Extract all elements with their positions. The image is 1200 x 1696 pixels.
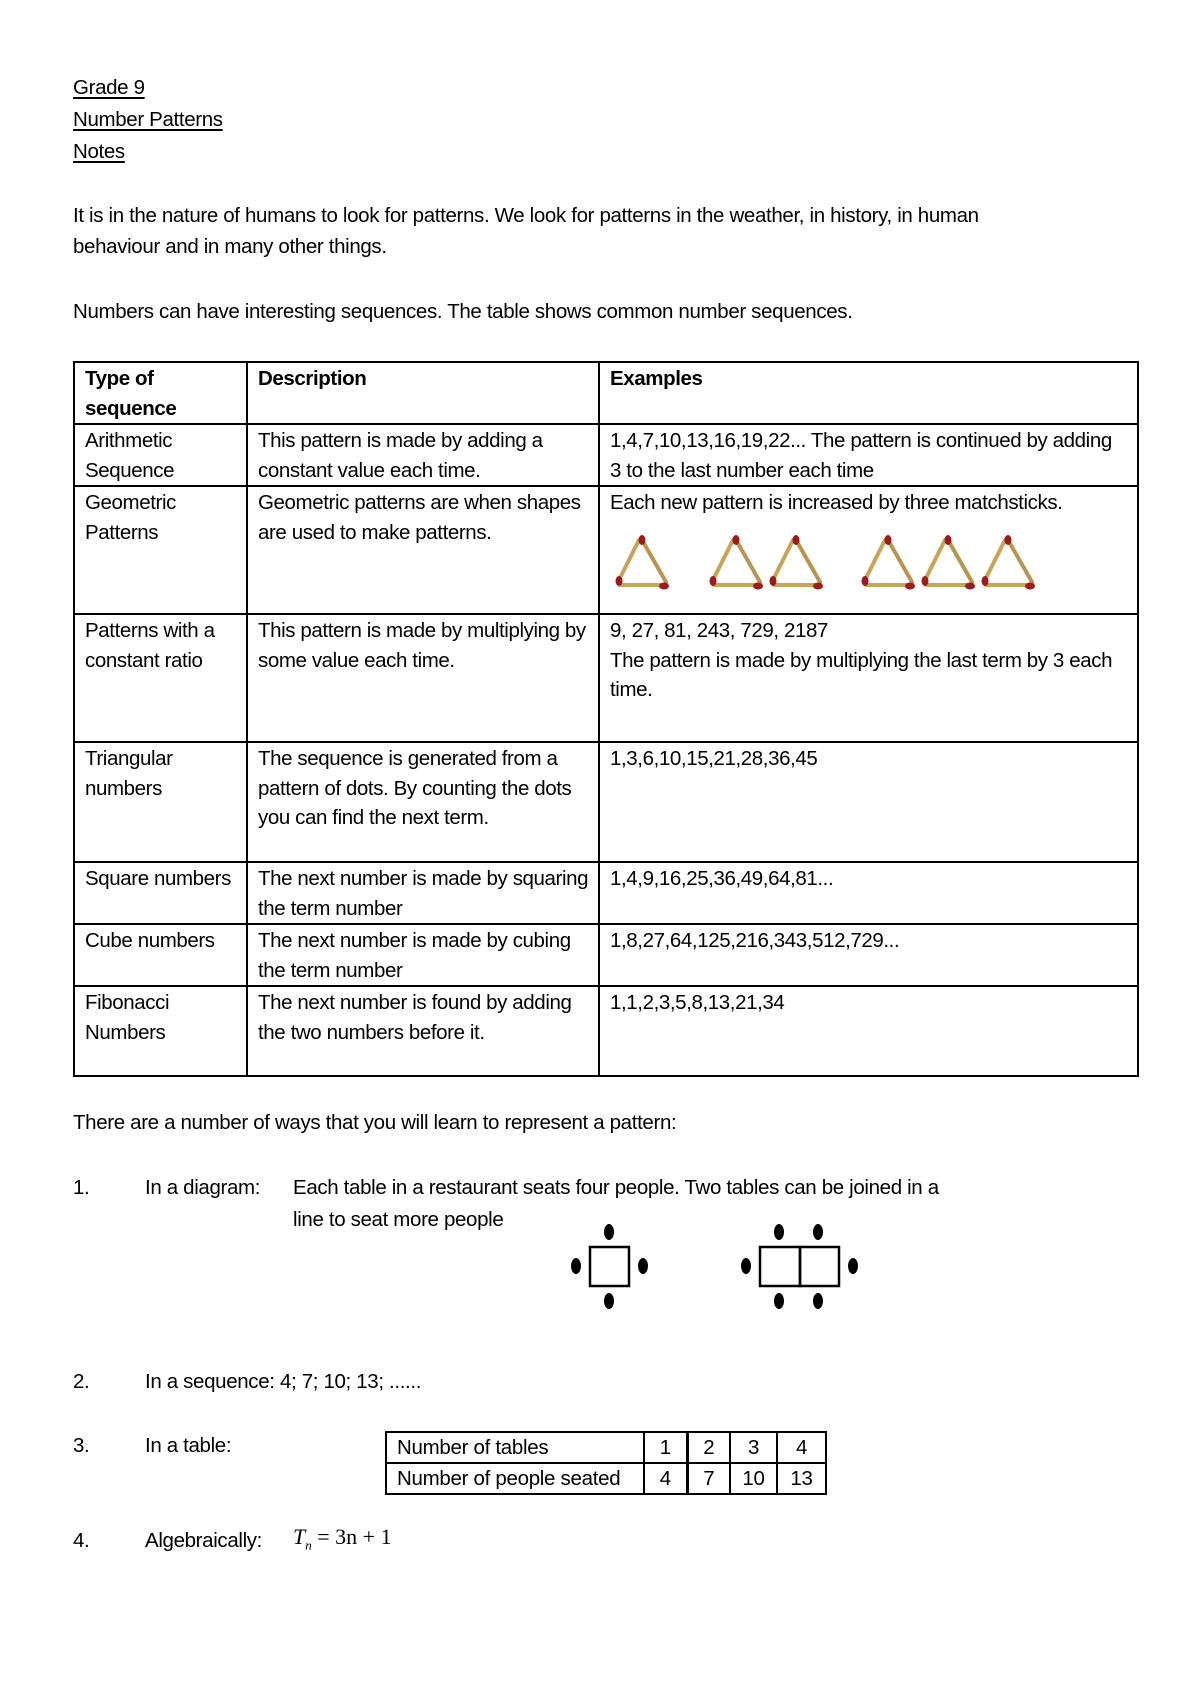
intro-paragraph-2: Numbers can have interesting sequences. The table shows common number sequences. — [73, 300, 853, 323]
value-cell: 1 — [644, 1432, 687, 1463]
item-label: In a diagram: — [145, 1176, 261, 1199]
item-number: 3. — [73, 1434, 90, 1457]
description-cell: This pattern is made by multiplying by some value each time. — [247, 614, 599, 742]
sequence-label: In a sequence: — [145, 1370, 275, 1393]
formula-lhs: T — [293, 1524, 306, 1549]
row-label: Number of tables — [386, 1432, 644, 1463]
formula — [293, 1524, 392, 1553]
value-cell: 13 — [777, 1463, 826, 1494]
type-cell: Cube numbers — [74, 924, 247, 986]
diagram-text-line2: line to seat more people — [293, 1208, 504, 1231]
table-row — [386, 1432, 826, 1463]
item-number: 4. — [73, 1529, 90, 1552]
value-cell: 10 — [730, 1463, 777, 1494]
table-row — [74, 424, 1138, 486]
type-cell: Triangular numbers — [74, 742, 247, 862]
table-row — [74, 924, 1138, 986]
description-cell: The sequence is generated from a pattern of dots. By counting the dots you can find the next term. — [247, 742, 599, 862]
type-cell: Geometric Patterns — [74, 486, 247, 614]
table-header-row — [74, 362, 1138, 424]
table-row — [74, 986, 1138, 1076]
description-cell: The next number is made by cubing the term number — [247, 924, 599, 986]
example-cell: 1,4,7,10,13,16,19,22... The pattern is continued by adding 3 to the last number each time — [599, 424, 1138, 486]
item-number: 2. — [73, 1370, 90, 1393]
item-label — [145, 1367, 421, 1397]
example-text: Each new pattern is increased by three matchsticks. — [610, 491, 1063, 514]
item-number: 1. — [73, 1176, 90, 1199]
table-row — [74, 614, 1138, 742]
description-cell: The next number is made by squaring the term number — [247, 862, 599, 924]
example-cell: 1,8,27,64,125,216,343,512,729... — [599, 924, 1138, 986]
matchstick-triangles-icon — [610, 530, 1050, 592]
value-cell: 4 — [644, 1463, 687, 1494]
grade-heading: Grade 9 — [73, 76, 145, 99]
intro-paragraph-line2: behaviour and in many other things. — [73, 235, 387, 258]
table-row — [386, 1463, 826, 1494]
row-label: Number of people seated — [386, 1463, 644, 1494]
representations-intro: There are a number of ways that you will learn to represent a pattern: — [73, 1111, 677, 1134]
formula-rhs: = 3n + 1 — [317, 1524, 392, 1549]
example-line2: The pattern is made by multiplying the last term by 3 each time. — [610, 648, 1113, 701]
diagram-text-line1: Each table in a restaurant seats four people. Two tables can be joined in a — [293, 1176, 939, 1199]
description-cell: This pattern is made by adding a constant value each time. — [247, 424, 599, 486]
formula-subscript: n — [305, 1537, 312, 1553]
type-cell: Fibonacci Numbers — [74, 986, 247, 1076]
value-cell: 7 — [687, 1463, 730, 1494]
example-cell: 1,3,6,10,15,21,28,36,45 — [599, 742, 1138, 862]
notes-heading: Notes — [73, 140, 125, 163]
example-cell: 1,4,9,16,25,36,49,64,81... — [599, 862, 1138, 924]
tables-people-table — [385, 1431, 827, 1495]
example-cell: 1,1,2,3,5,8,13,21,34 — [599, 986, 1138, 1076]
header-examples: Examples — [599, 362, 1138, 424]
value-cell: 2 — [687, 1432, 730, 1463]
table-row — [74, 862, 1138, 924]
value-cell: 3 — [730, 1432, 777, 1463]
sequence-value: 4; 7; 10; 13; ...... — [279, 1370, 422, 1393]
table-row — [74, 486, 1138, 614]
restaurant-tables-icon — [560, 1220, 870, 1320]
example-cell — [599, 486, 1138, 614]
description-cell: Geometric patterns are when shapes are used to make patterns. — [247, 486, 599, 614]
sequence-types-table — [73, 361, 1139, 1077]
type-cell: Patterns with a constant ratio — [74, 614, 247, 742]
type-cell: Square numbers — [74, 862, 247, 924]
value-cell: 4 — [777, 1432, 826, 1463]
example-cell — [599, 614, 1138, 742]
type-cell: Arithmetic Sequence — [74, 424, 247, 486]
topic-heading: Number Patterns — [73, 108, 223, 131]
header-type: Type of sequence — [74, 362, 247, 424]
example-line1: 9, 27, 81, 243, 729, 2187 — [610, 619, 828, 642]
header-description: Description — [247, 362, 599, 424]
intro-paragraph-line1: It is in the nature of humans to look for patterns. We look for patterns in the weather, in history, in human — [73, 204, 979, 227]
description-cell: The next number is found by adding the two numbers before it. — [247, 986, 599, 1076]
table-row — [74, 742, 1138, 862]
item-label: Algebraically: — [145, 1529, 263, 1552]
item-label: In a table: — [145, 1434, 232, 1457]
